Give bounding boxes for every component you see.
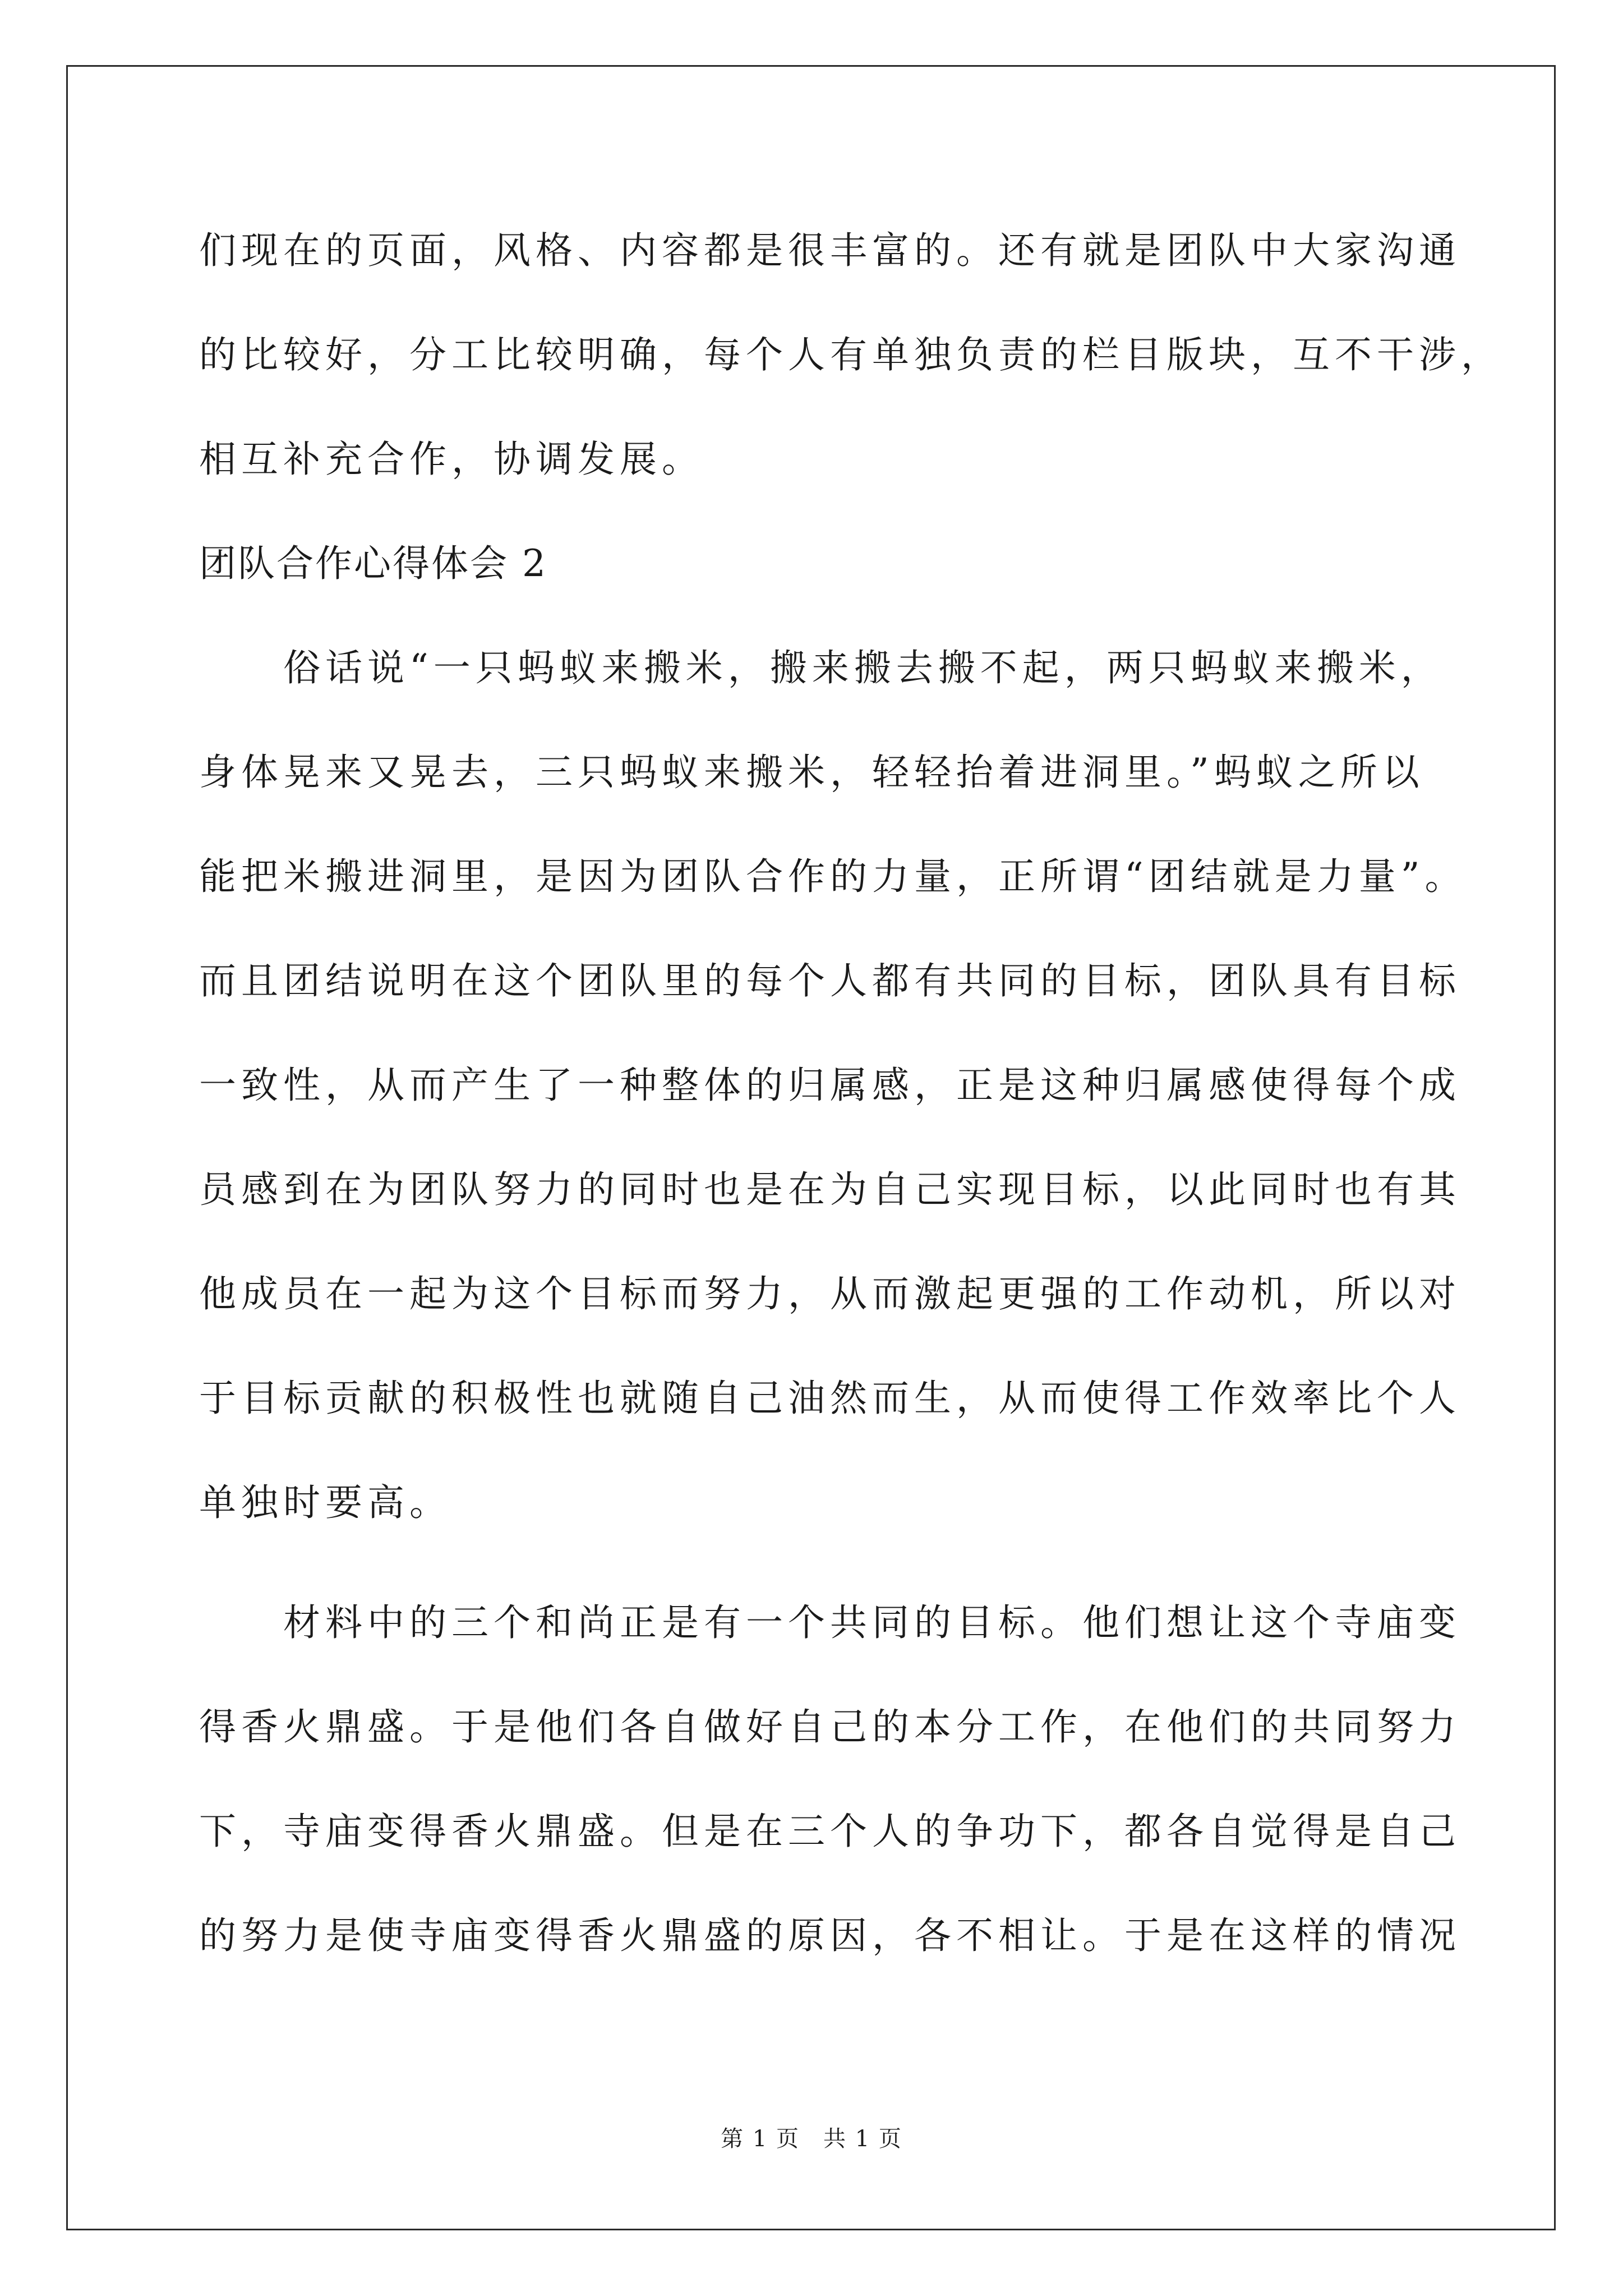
paragraph-line: 身体晃来又晃去，三只蚂蚁来搬米，轻轻抬着进洞里。”蚂蚁之所以	[199, 751, 1424, 794]
paragraph-line: 们现在的页面，风格、内容都是很丰富的。还有就是团队中大家沟通	[199, 229, 1461, 272]
paragraph-line: 而且团结说明在这个团队里的每个人都有共同的目标，团队具有目标	[199, 959, 1461, 1002]
page-number: 第 1 页 共 1 页	[721, 2126, 902, 2152]
paragraph-line: 他成员在一起为这个目标而努力，从而激起更强的工作动机，所以对	[199, 1272, 1461, 1315]
paragraph-line: 单独时要高。	[199, 1481, 451, 1524]
paragraph-line: 的努力是使寺庙变得香火鼎盛的原因，各不相让。于是在这样的情况	[199, 1914, 1461, 1957]
page-border	[66, 65, 1556, 2230]
section-heading: 团队合作心得体会 2	[199, 542, 547, 585]
paragraph-line: 能把米搬进洞里，是因为团队合作的力量，正所谓“团结就是力量”。	[199, 855, 1467, 898]
paragraph-line: 得香火鼎盛。于是他们各自做好自己的本分工作，在他们的共同努力	[199, 1705, 1461, 1749]
paragraph-line: 员感到在为团队努力的同时也是在为自己实现目标，以此同时也有其	[199, 1168, 1461, 1211]
paragraph-line: 的比较好，分工比较明确，每个人有单独负责的栏目版块，互不干涉，	[199, 333, 1503, 376]
paragraph-line: 俗话说“一只蚂蚁来搬米，搬来搬去搬不起，两只蚂蚁来搬米，	[199, 646, 1443, 689]
paragraph-line: 下，寺庙变得香火鼎盛。但是在三个人的争功下，都各自觉得是自己	[199, 1810, 1461, 1853]
paragraph-line: 材料中的三个和尚正是有一个共同的目标。他们想让这个寺庙变	[199, 1601, 1461, 1644]
paragraph-line: 于目标贡献的积极性也就随自己油然而生，从而使得工作效率比个人	[199, 1377, 1461, 1420]
paragraph-line: 一致性，从而产生了一种整体的归属感，正是这种归属感使得每个成	[199, 1064, 1461, 1107]
paragraph-line: 相互补充合作，协调发展。	[199, 438, 704, 481]
